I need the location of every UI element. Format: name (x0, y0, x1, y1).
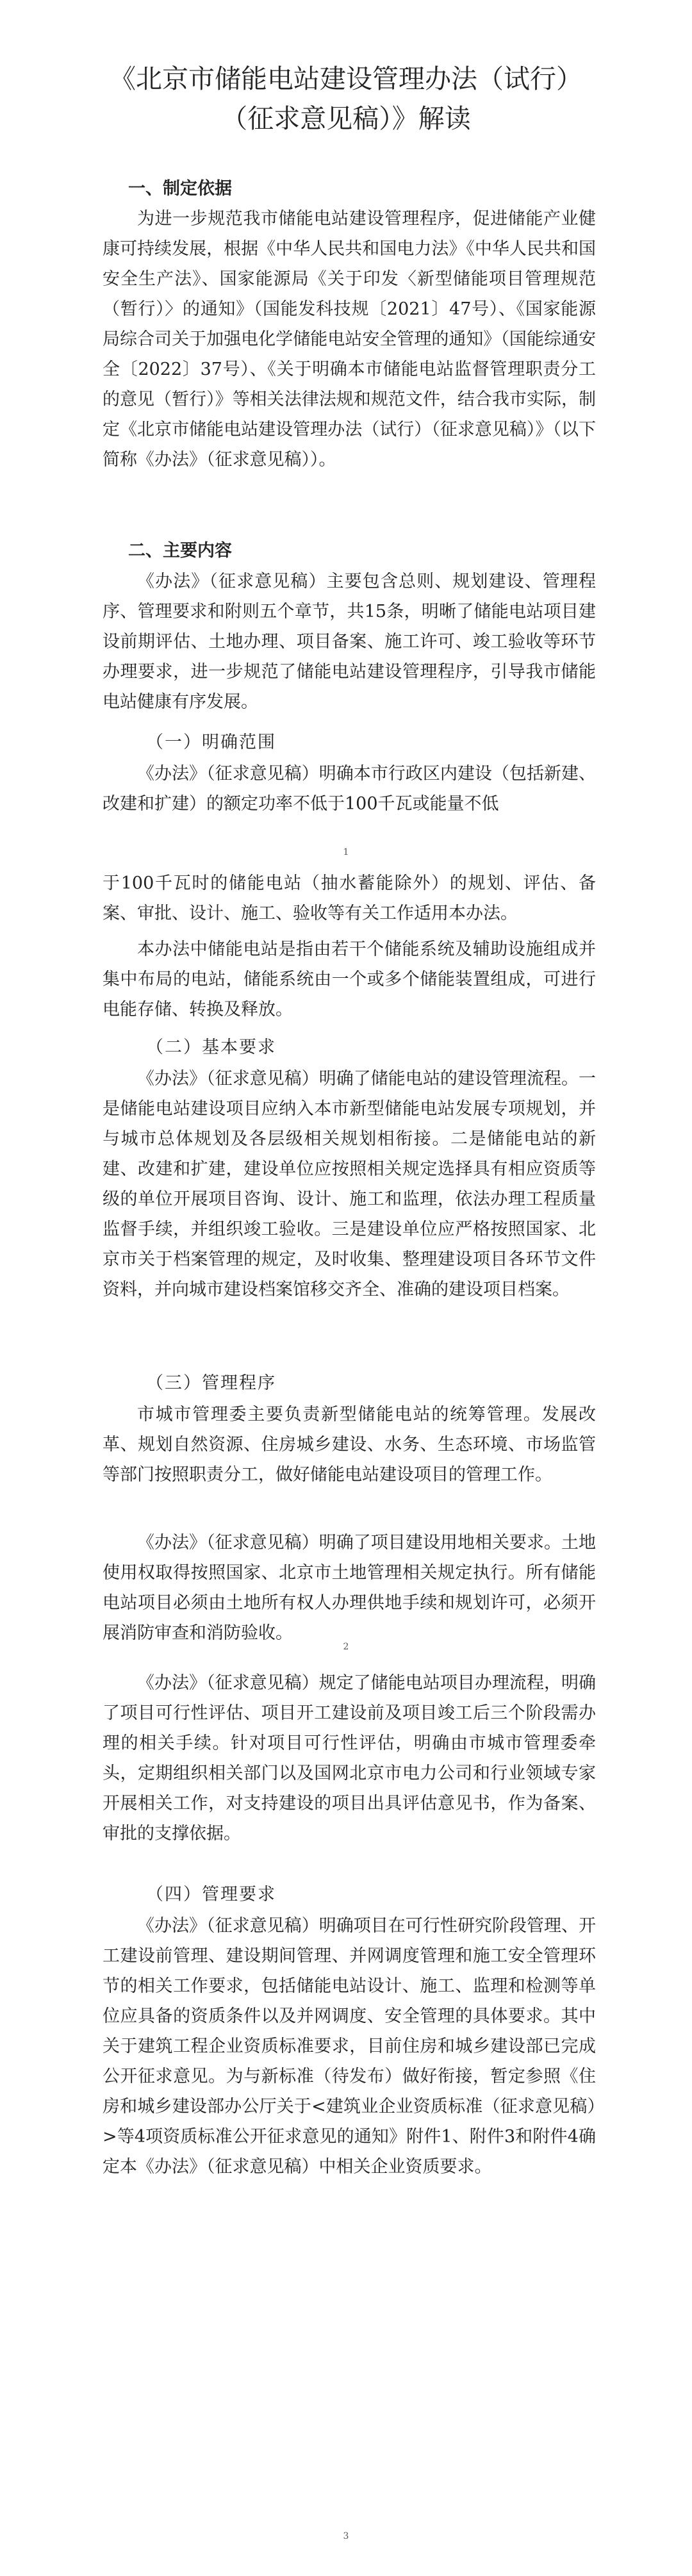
paragraph-main-content: 《办法》（征求意见稿）主要包含总则、规划建设、管理程序、管理要求和附则五个章节，共15条，明晰了储能电站项目建设前期评估、土地办理、项目备案、施工许可、竣工验收等环节办理要求，进一步规范了储能电站建设管理程序，引导我市储能电站健康有序发展。 (103, 572, 596, 712)
document-title: 《北京市储能电站建设管理办法（试行）（征求意见稿）》解读 (110, 63, 582, 134)
paragraph-project-process: 《办法》（征求意见稿）规定了储能电站项目办理流程，明确了项目可行性评估、项目开工建设前及项目竣工后三个阶段需办理的相关手续。针对项目可行性评估，明确由市城市管理委牵头，定期组织相关部门以及国网北京市电力公司和行业领域专家开展相关工作，对支持建设的项目出具评估意见书，作为备案、审批的支撑依据。 (103, 1673, 596, 1844)
section-heading-main-content: 二、主要内容 (128, 541, 232, 561)
page-number: 3 (343, 2531, 349, 2541)
paragraph-land-use: 《办法》（征求意见稿）明确了项目建设用地相关要求。土地使用权取得按照国家、北京市土地管理相关规定执行。所有储能电站项目必须由土地所有权人办理供地手续和规划许可，必须开展消防审查和消防验收。 (103, 1533, 596, 1643)
paragraph-basis: 为进一步规范我市储能电站建设管理程序，促进储能产业健康可持续发展，根据《中华人民共和国电力法》《中华人民共和国安全生产法》、国家能源局《关于印发〈新型储能项目管理规范（暂行）〉的通知》（国能发科技规〔2021〕47号）、《国家能源局综合司关于加强电化学储能电站安全管理的通知》（国能综通安全〔2022〕37号）、《关于明确本市储能电站监督管理职责分工的意见（暂行）》等相关法律法规和规范文件，结合我市实际，制定《北京市储能电站建设管理办法（试行）（征求意见稿）》（以下简称《办法》（征求意见稿））。 (103, 209, 596, 470)
paragraph-scope-part1: 《办法》（征求意见稿）明确本市行政区内建设（包括新建、改建和扩建）的额定功率不低于100千瓦或能量不低 (103, 764, 596, 814)
paragraph-management-requirements: 《办法》（征求意见稿）明确项目在可行性研究阶段管理、开工建设前管理、建设期间管理、并网调度管理和施工安全管理环节的相关工作要求，包括储能电站设计、施工、监理和检测等单位应具备的资质条件以及并网调度、安全管理的具体要求。其中关于建筑工程企业资质标准要求，目前住房和城乡建设部已完成公开征求意见。为与新标准（待发布）做好衔接，暂定参照《住房和城乡建设部办公厅关于<建筑业企业资质标准（征求意见稿）>等4项资质标准公开征求意见的通知》附件1、附件3和附件4确定本《办法》（征求意见稿）中相关企业资质要求。 (103, 1916, 596, 2177)
subheading-scope: （一）明确范围 (146, 732, 276, 752)
page-number: 1 (343, 847, 349, 857)
paragraph-definition: 本办法中储能电站是指由若干个储能系统及辅助设施组成并集中布局的电站，储能系统由一个或多个储能装置组成，可进行电能存储、转换及释放。 (103, 939, 596, 1020)
subheading-basic-requirements: （二）基本要求 (146, 1037, 276, 1057)
subheading-management-procedure: （三）管理程序 (146, 1373, 276, 1393)
section-heading-basis: 一、制定依据 (128, 179, 232, 199)
paragraph-management-duties: 市城市管理委主要负责新型储能电站的统筹管理。发展改革、规划自然资源、住房城乡建设、水务、生态环境、市场监管等部门按照职责分工，做好储能电站建设项目的管理工作。 (103, 1405, 596, 1485)
page-number: 2 (343, 1642, 349, 1652)
paragraph-scope-part2: 于100千瓦时的储能电站（抽水蓄能除外）的规划、评估、备案、审批、设计、施工、验收等有关工作适用本办法。 (103, 873, 596, 923)
subheading-management-requirements: （四）管理要求 (146, 1885, 276, 1904)
paragraph-basic-requirements: 《办法》（征求意见稿）明确了储能电站的建设管理流程。一是储能电站建设项目应纳入本市新型储能电站发展专项规划，并与城市总体规划及各层级相关规划相衔接。二是储能电站的新建、改建和扩建，建设单位应按照相关规定选择具有相应资质等级的单位开展项目咨询、设计、施工和监理，依法办理工程质量监督手续，并组织竣工验收。三是建设单位应严格按照国家、北京市关于档案管理的规定，及时收集、整理建设项目各环节文件资料，并向城市建设档案馆移交齐全、准确的建设项目档案。 (103, 1069, 596, 1300)
